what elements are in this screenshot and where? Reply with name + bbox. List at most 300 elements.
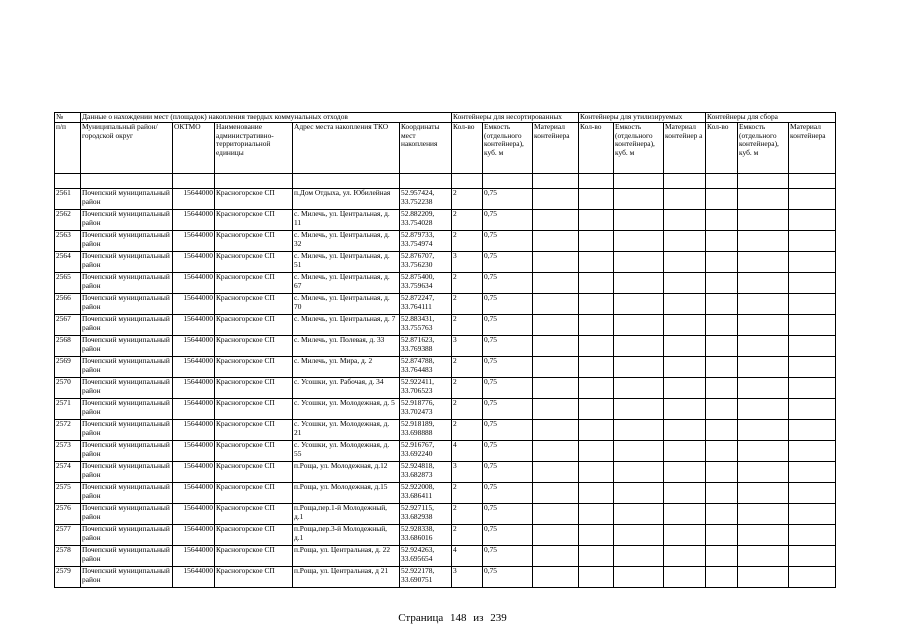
row-oktmo: 15644000: [173, 441, 215, 462]
row-collection-capacity: [738, 189, 789, 210]
table-body: [55, 189, 836, 588]
row-address: с. Усошки, ул. Рабочая, д. 34: [293, 378, 400, 399]
header-coordinates: Координаты мест накопления: [400, 123, 452, 174]
row-municipality: Почепский муниципальный район: [81, 420, 173, 441]
row-unsorted-qty: 2: [452, 399, 483, 420]
row-number: 2562: [55, 210, 81, 231]
row-collection-qty: [706, 294, 738, 315]
row-unsorted-qty: 2: [452, 294, 483, 315]
table-row: [55, 252, 836, 273]
row-municipality: Почепский муниципальный район: [81, 294, 173, 315]
coordinate-lat: 52.882209,: [401, 209, 435, 218]
table-row: [55, 504, 836, 525]
row-collection-capacity: [738, 357, 789, 378]
row-collection-material: [789, 441, 836, 462]
coordinate-lon: 33.682873: [401, 469, 433, 479]
row-recyclable-qty: [579, 357, 614, 378]
row-unsorted-capacity: 0,75: [483, 357, 533, 378]
row-address: с. Милечь, ул. Центральная, д. 11: [293, 210, 400, 231]
table-row: [55, 525, 836, 546]
row-address: с. Милечь, ул. Полевая, д. 33: [293, 336, 400, 357]
table-row: [55, 567, 836, 588]
row-number: 2574: [55, 462, 81, 483]
row-unsorted-material: [533, 315, 579, 336]
row-municipality: Почепский муниципальный район: [81, 273, 173, 294]
row-recyclable-material: [664, 252, 706, 273]
row-address: п.Роща, ул. Молодежная, д.15: [293, 483, 400, 504]
row-address: с. Усошки, ул. Молодежная, д. 21: [293, 420, 400, 441]
coordinate-lon: 33.764483: [401, 364, 433, 374]
row-recyclable-capacity: [614, 441, 664, 462]
coordinate-lon: 33.682938: [401, 511, 433, 521]
header-spacer-row: [55, 174, 836, 189]
coordinate-lon: 33.695654: [401, 553, 433, 563]
row-recyclable-capacity: [614, 546, 664, 567]
row-coordinates: [400, 567, 452, 588]
header-municipality: Муниципальный район/городской округ: [81, 123, 173, 174]
row-oktmo: 15644000: [173, 294, 215, 315]
coordinate-lon: 33.752238: [401, 196, 433, 206]
row-municipality: Почепский муниципальный район: [81, 378, 173, 399]
row-municipality: Почепский муниципальный район: [81, 399, 173, 420]
row-recyclable-material: [664, 273, 706, 294]
row-recyclable-material: [664, 315, 706, 336]
row-recyclable-material: [664, 483, 706, 504]
row-recyclable-qty: [579, 483, 614, 504]
row-recyclable-material: [664, 189, 706, 210]
row-recyclable-material: [664, 420, 706, 441]
page-word: Страница: [398, 612, 444, 624]
coordinate-lat: 52.879733,: [401, 230, 435, 239]
row-unsorted-capacity: 0,75: [483, 252, 533, 273]
coordinate-lon: 33.686411: [401, 490, 433, 500]
row-recyclable-material: [664, 504, 706, 525]
row-unsorted-material: [533, 336, 579, 357]
coordinate-lon: 33.706523: [401, 385, 433, 395]
row-unsorted-capacity: 0,75: [483, 189, 533, 210]
row-collection-qty: [706, 252, 738, 273]
row-number: 2573: [55, 441, 81, 462]
row-recyclable-capacity: [614, 189, 664, 210]
row-recyclable-qty: [579, 189, 614, 210]
row-recyclable-qty: [579, 231, 614, 252]
row-oktmo: 15644000: [173, 273, 215, 294]
header-recyclable-capacity: Емкость (отдельного контейнера), куб. м: [614, 123, 664, 174]
header-collection-material: Материал контейнера: [789, 123, 836, 174]
row-collection-qty: [706, 210, 738, 231]
row-address: с. Милечь, ул. Центральная, д. 51: [293, 252, 400, 273]
row-recyclable-qty: [579, 504, 614, 525]
table-row: [55, 294, 836, 315]
row-number: 2572: [55, 420, 81, 441]
row-collection-capacity: [738, 399, 789, 420]
header-group-recyclable: Контейнеры для утилизируемых: [579, 113, 706, 123]
row-unsorted-qty: 2: [452, 525, 483, 546]
coordinate-lon: 33.754974: [401, 238, 433, 248]
row-unsorted-qty: 2: [452, 273, 483, 294]
row-collection-capacity: [738, 273, 789, 294]
row-collection-material: [789, 189, 836, 210]
row-unsorted-material: [533, 210, 579, 231]
coordinate-lat: 52.922008,: [401, 482, 435, 491]
row-recyclable-qty: [579, 315, 614, 336]
coordinate-lon: 33.686016: [401, 532, 433, 542]
row-municipality: Почепский муниципальный район: [81, 567, 173, 588]
row-municipality: Почепский муниципальный район: [81, 231, 173, 252]
row-number: 2571: [55, 399, 81, 420]
row-recyclable-material: [664, 231, 706, 252]
row-coordinates: [400, 336, 452, 357]
row-collection-qty: [706, 315, 738, 336]
row-collection-capacity: [738, 294, 789, 315]
row-oktmo: 15644000: [173, 567, 215, 588]
row-unit: Красногорское СП: [215, 189, 293, 210]
row-unsorted-material: [533, 462, 579, 483]
row-unsorted-capacity: 0,75: [483, 525, 533, 546]
row-oktmo: 15644000: [173, 315, 215, 336]
header-oktmo: ОКТМО: [173, 123, 215, 174]
table-row: [55, 399, 836, 420]
row-collection-qty: [706, 546, 738, 567]
row-unsorted-capacity: 0,75: [483, 378, 533, 399]
row-recyclable-capacity: [614, 357, 664, 378]
row-number: 2577: [55, 525, 81, 546]
row-recyclable-material: [664, 378, 706, 399]
row-unsorted-qty: 3: [452, 252, 483, 273]
row-municipality: Почепский муниципальный район: [81, 336, 173, 357]
row-collection-qty: [706, 231, 738, 252]
row-unsorted-material: [533, 525, 579, 546]
row-unsorted-material: [533, 399, 579, 420]
row-oktmo: 15644000: [173, 252, 215, 273]
row-recyclable-material: [664, 567, 706, 588]
row-recyclable-material: [664, 462, 706, 483]
row-unit: Красногорское СП: [215, 504, 293, 525]
row-recyclable-material: [664, 294, 706, 315]
row-oktmo: 15644000: [173, 231, 215, 252]
row-collection-qty: [706, 273, 738, 294]
header-pp: п/п: [55, 123, 81, 174]
coordinate-lat: 52.916767,: [401, 440, 435, 449]
row-collection-qty: [706, 462, 738, 483]
row-unsorted-qty: 3: [452, 336, 483, 357]
row-address: п.Роща, ул. Центральная, д. 22: [293, 546, 400, 567]
row-coordinates: [400, 357, 452, 378]
row-unsorted-qty: 2: [452, 420, 483, 441]
row-unsorted-capacity: 0,75: [483, 504, 533, 525]
coordinate-lat: 52.872247,: [401, 293, 435, 302]
coordinate-lon: 33.759634: [401, 280, 433, 290]
row-unsorted-material: [533, 294, 579, 315]
coordinate-lat: 52.924818,: [401, 461, 435, 470]
row-collection-capacity: [738, 210, 789, 231]
row-unit: Красногорское СП: [215, 210, 293, 231]
row-unsorted-material: [533, 189, 579, 210]
row-collection-capacity: [738, 567, 789, 588]
row-oktmo: 15644000: [173, 483, 215, 504]
table-row: [55, 483, 836, 504]
row-unit: Красногорское СП: [215, 357, 293, 378]
row-collection-material: [789, 252, 836, 273]
row-number: 2576: [55, 504, 81, 525]
row-unit: Красногорское СП: [215, 273, 293, 294]
coordinate-lon: 33.690751: [401, 574, 433, 584]
row-municipality: Почепский муниципальный район: [81, 357, 173, 378]
row-number: 2575: [55, 483, 81, 504]
row-unsorted-qty: 2: [452, 483, 483, 504]
row-recyclable-capacity: [614, 231, 664, 252]
row-collection-material: [789, 420, 836, 441]
row-unsorted-material: [533, 252, 579, 273]
header-collection-capacity: Емкость (отдельного контейнера), куб. м: [738, 123, 789, 174]
row-recyclable-capacity: [614, 294, 664, 315]
coordinate-lat: 52.922178,: [401, 566, 435, 575]
row-unit: Красногорское СП: [215, 399, 293, 420]
row-recyclable-capacity: [614, 483, 664, 504]
header-unsorted-capacity: Емкость (отдельного контейнера), куб. м: [483, 123, 533, 174]
row-unsorted-capacity: 0,75: [483, 336, 533, 357]
row-unsorted-qty: 2: [452, 315, 483, 336]
row-collection-material: [789, 567, 836, 588]
row-unsorted-material: [533, 441, 579, 462]
row-recyclable-qty: [579, 399, 614, 420]
coordinate-lat: 52.875400,: [401, 272, 435, 281]
row-recyclable-material: [664, 210, 706, 231]
row-number: 2579: [55, 567, 81, 588]
row-coordinates: [400, 546, 452, 567]
row-recyclable-capacity: [614, 504, 664, 525]
row-recyclable-capacity: [614, 210, 664, 231]
row-recyclable-material: [664, 357, 706, 378]
row-unsorted-capacity: 0,75: [483, 462, 533, 483]
coordinate-lat: 52.876707,: [401, 251, 435, 260]
row-coordinates: [400, 252, 452, 273]
row-recyclable-qty: [579, 441, 614, 462]
row-unsorted-material: [533, 546, 579, 567]
row-collection-material: [789, 231, 836, 252]
row-collection-qty: [706, 336, 738, 357]
row-unsorted-capacity: 0,75: [483, 294, 533, 315]
table-row: [55, 231, 836, 252]
row-oktmo: 15644000: [173, 399, 215, 420]
row-collection-capacity: [738, 378, 789, 399]
coordinate-lon: 33.755763: [401, 322, 433, 332]
row-recyclable-capacity: [614, 252, 664, 273]
row-unsorted-capacity: 0,75: [483, 546, 533, 567]
row-number: 2567: [55, 315, 81, 336]
header-group-location: Данные о нахождении мест (площадок) накопления твердых коммунальных отходов: [81, 113, 452, 123]
table-row: [55, 462, 836, 483]
row-address: с. Усошки, ул. Молодежная, д. 5: [293, 399, 400, 420]
row-address: с. Усошки, ул. Молодежная, д. 55: [293, 441, 400, 462]
row-address: п.Роща,пер.3-й Молодежный, д.1: [293, 525, 400, 546]
row-recyclable-capacity: [614, 399, 664, 420]
row-collection-capacity: [738, 525, 789, 546]
row-recyclable-material: [664, 546, 706, 567]
waste-sites-table: [54, 112, 836, 588]
row-unit: Красногорское СП: [215, 546, 293, 567]
row-number: 2564: [55, 252, 81, 273]
coordinate-lon: 33.769388: [401, 343, 433, 353]
row-number: 2563: [55, 231, 81, 252]
row-unsorted-qty: 2: [452, 357, 483, 378]
row-collection-capacity: [738, 336, 789, 357]
row-municipality: Почепский муниципальный район: [81, 504, 173, 525]
table-row: [55, 210, 836, 231]
coordinate-lat: 52.883431,: [401, 314, 435, 323]
table-row: [55, 420, 836, 441]
header-recyclable-material: Материал контейнер а: [664, 123, 706, 174]
row-unit: Красногорское СП: [215, 336, 293, 357]
row-address: п.Роща,пер.1-й Молодежный, д.1: [293, 504, 400, 525]
row-number: 2569: [55, 357, 81, 378]
row-unsorted-qty: 2: [452, 189, 483, 210]
row-unsorted-material: [533, 567, 579, 588]
row-unsorted-capacity: 0,75: [483, 483, 533, 504]
row-collection-material: [789, 546, 836, 567]
row-coordinates: [400, 273, 452, 294]
row-number: 2565: [55, 273, 81, 294]
row-municipality: Почепский муниципальный район: [81, 546, 173, 567]
row-oktmo: 15644000: [173, 210, 215, 231]
coordinate-lat: 52.874788,: [401, 356, 435, 365]
row-address: п.Роща, ул. Молодежная, д.12: [293, 462, 400, 483]
header-address: Адрес места накопления ТКО: [293, 123, 400, 174]
row-collection-capacity: [738, 504, 789, 525]
table-row: [55, 378, 836, 399]
header-unsorted-qty: Кол-во: [452, 123, 483, 174]
row-collection-capacity: [738, 441, 789, 462]
row-collection-qty: [706, 525, 738, 546]
row-address: с. Милечь, ул. Центральная, д. 7: [293, 315, 400, 336]
header-recyclable-qty: Кол-во: [579, 123, 614, 174]
row-unsorted-qty: 2: [452, 231, 483, 252]
row-unsorted-material: [533, 357, 579, 378]
row-collection-material: [789, 378, 836, 399]
row-collection-capacity: [738, 483, 789, 504]
row-unsorted-material: [533, 273, 579, 294]
row-unit: Красногорское СП: [215, 525, 293, 546]
row-collection-capacity: [738, 231, 789, 252]
table-row: [55, 315, 836, 336]
table-row: [55, 336, 836, 357]
coordinate-lon: 33.692240: [401, 448, 433, 458]
row-oktmo: 15644000: [173, 420, 215, 441]
row-coordinates: [400, 420, 452, 441]
row-unsorted-capacity: 0,75: [483, 315, 533, 336]
row-coordinates: [400, 189, 452, 210]
row-unsorted-capacity: 0,75: [483, 441, 533, 462]
coordinate-lon: 33.698888: [401, 427, 433, 437]
row-collection-material: [789, 504, 836, 525]
row-collection-qty: [706, 567, 738, 588]
row-recyclable-qty: [579, 420, 614, 441]
header-columns-row: [55, 123, 836, 174]
row-recyclable-capacity: [614, 420, 664, 441]
row-unsorted-material: [533, 483, 579, 504]
row-coordinates: [400, 210, 452, 231]
row-municipality: Почепский муниципальный район: [81, 483, 173, 504]
row-coordinates: [400, 441, 452, 462]
row-unsorted-material: [533, 420, 579, 441]
row-collection-qty: [706, 378, 738, 399]
row-unsorted-material: [533, 378, 579, 399]
row-coordinates: [400, 378, 452, 399]
row-unsorted-material: [533, 504, 579, 525]
row-unsorted-capacity: 0,75: [483, 231, 533, 252]
row-oktmo: 15644000: [173, 462, 215, 483]
row-collection-qty: [706, 504, 738, 525]
row-oktmo: 15644000: [173, 357, 215, 378]
row-municipality: Почепский муниципальный район: [81, 315, 173, 336]
row-number: 2578: [55, 546, 81, 567]
row-collection-qty: [706, 420, 738, 441]
row-unit: Красногорское СП: [215, 252, 293, 273]
row-recyclable-material: [664, 399, 706, 420]
row-collection-material: [789, 294, 836, 315]
row-address: с. Милечь, ул. Мира, д. 2: [293, 357, 400, 378]
row-unsorted-material: [533, 231, 579, 252]
row-municipality: Почепский муниципальный район: [81, 252, 173, 273]
row-oktmo: 15644000: [173, 336, 215, 357]
row-recyclable-qty: [579, 525, 614, 546]
row-coordinates: [400, 462, 452, 483]
table-row: [55, 189, 836, 210]
header-unsorted-material: Материал контейнера: [533, 123, 579, 174]
row-coordinates: [400, 315, 452, 336]
row-recyclable-capacity: [614, 462, 664, 483]
coordinate-lat: 52.924263,: [401, 545, 435, 554]
row-unsorted-capacity: 0,75: [483, 567, 533, 588]
row-collection-material: [789, 336, 836, 357]
coordinate-lon: 33.702473: [401, 406, 433, 416]
row-collection-qty: [706, 483, 738, 504]
row-municipality: Почепский муниципальный район: [81, 441, 173, 462]
row-collection-material: [789, 399, 836, 420]
row-recyclable-qty: [579, 294, 614, 315]
row-recyclable-capacity: [614, 273, 664, 294]
table-row: [55, 441, 836, 462]
row-unit: Красногорское СП: [215, 420, 293, 441]
row-recyclable-material: [664, 441, 706, 462]
row-number: 2568: [55, 336, 81, 357]
row-address: п.Роща, ул. Центральная, д 21: [293, 567, 400, 588]
table-row: [55, 357, 836, 378]
row-unit: Красногорское СП: [215, 294, 293, 315]
row-number: 2566: [55, 294, 81, 315]
row-address: п.Дом Отдыха, ул. Юбилейная: [293, 189, 400, 210]
row-municipality: Почепский муниципальный район: [81, 462, 173, 483]
row-unsorted-capacity: 0,75: [483, 273, 533, 294]
row-address: с. Милечь, ул. Центральная, д. 67: [293, 273, 400, 294]
row-coordinates: [400, 294, 452, 315]
row-unsorted-qty: 3: [452, 567, 483, 588]
coordinate-lat: 52.871623,: [401, 335, 435, 344]
row-unsorted-qty: 2: [452, 210, 483, 231]
coordinate-lon: 33.764111: [401, 301, 432, 311]
row-recyclable-material: [664, 525, 706, 546]
row-recyclable-qty: [579, 378, 614, 399]
header-number: №: [55, 113, 81, 123]
page-current: 148: [450, 612, 467, 624]
header-group-collection: Контейнеры для сбора: [706, 113, 836, 123]
row-collection-qty: [706, 357, 738, 378]
row-municipality: Почепский муниципальный район: [81, 525, 173, 546]
row-collection-material: [789, 273, 836, 294]
row-unit: Красногорское СП: [215, 315, 293, 336]
row-recyclable-capacity: [614, 567, 664, 588]
row-recyclable-qty: [579, 567, 614, 588]
